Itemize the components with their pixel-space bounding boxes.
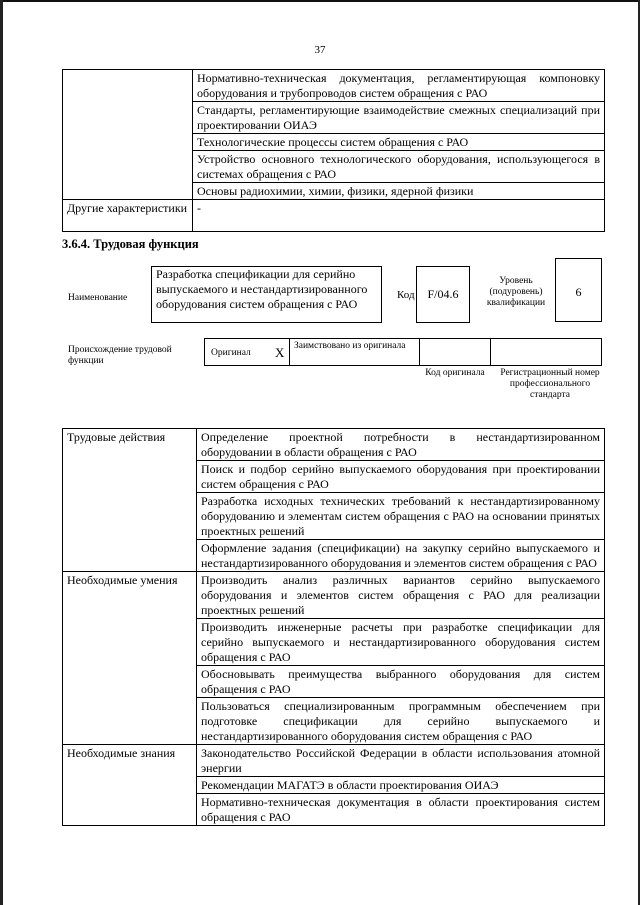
reg-number-label: Регистрационный номер профессионального стандарта — [500, 368, 600, 400]
origin-label: Происхождение трудовой функции — [68, 345, 172, 366]
knowledge-item: Устройство основного технологического оборудования, использующегося в системах обращения с РАО — [193, 151, 605, 183]
skill-item: Обосновывать преимущества выбранного оборудования для систем обращения с РАО — [197, 666, 605, 698]
required-skills-label: Необходимые умения — [63, 572, 197, 745]
knowledge-item: Основы радиохимии, химии, физики, ядерной физики — [193, 183, 605, 200]
code-label: Код — [397, 289, 415, 301]
knowledge-item: Технологические процессы систем обращения с РАО — [193, 134, 605, 151]
level-box — [555, 258, 602, 322]
function-table — [62, 428, 605, 826]
reg-number-box — [491, 338, 602, 366]
scan-edge-top — [0, 0, 640, 2]
labor-action-item: Разработка исходных технических требований к нестандартизированному оборудованию и элементам систем обращения с РАО на основании принятых проектных решений — [197, 493, 605, 540]
labor-action-item: Оформление задания (спецификации) на закупку серийно выпускаемого и нестандартизированного оборудования и элементов систем обращения с РАО — [197, 540, 605, 572]
empty-label-cell — [63, 70, 193, 200]
table-row — [63, 200, 605, 232]
code-original-box — [420, 338, 491, 366]
function-name: Разработка спецификации для серийно выпускаемого и нестандартизированного оборудования систем обращения с РАО — [156, 267, 368, 311]
code-original-label: Код оригинала — [425, 368, 485, 378]
section-heading: 3.6.4. Трудовая функция — [62, 237, 199, 251]
other-characteristics-value: - — [193, 200, 605, 232]
borrowed-box — [290, 338, 420, 366]
original-label: Оригинал — [211, 348, 251, 358]
function-name-box — [151, 266, 382, 323]
code-value: F/04.6 — [427, 287, 459, 301]
original-box — [204, 338, 290, 366]
table-row — [63, 70, 605, 102]
original-mark: X — [275, 345, 285, 360]
knowledge-item: Нормативно-техническая документация, регламентирующая компоновку оборудования и трубопроводов систем обращения с РАО — [193, 70, 605, 102]
other-characteristics-label: Другие характеристики — [63, 200, 193, 232]
code-box — [416, 266, 470, 323]
continuation-table — [62, 69, 605, 232]
skill-item: Производить анализ различных вариантов серийно выпускаемого оборудования и элементов систем обращения с РАО для реализации проектных решений — [197, 572, 605, 619]
knowledge-item: Стандарты, регламентирующие взаимодействие смежных специализаций при проектировании ОИАЭ — [193, 102, 605, 134]
scan-edge-left — [0, 0, 3, 905]
borrowed-label: Заимствовано из оригинала — [294, 341, 406, 351]
required-knowledge-label: Необходимые знания — [63, 745, 197, 826]
labor-actions-label: Трудовые действия — [63, 429, 197, 572]
table-row — [63, 429, 605, 461]
name-label: Наименование — [68, 293, 128, 303]
page-number: 37 — [314, 44, 326, 56]
level-value: 6 — [575, 285, 582, 299]
skill-item: Производить инженерные расчеты при разработке спецификации для серийно выпускаемого и нестандартизированного оборудования систем обращения с РАО — [197, 619, 605, 666]
skill-item: Пользоваться специализированным программным обеспечением при подготовке спецификации для серийно выпускаемого и нестандартизированного оборудования систем обращения с РАО — [197, 698, 605, 745]
knowledge-item: Рекомендации МАГАТЭ в области проектирования ОИАЭ — [197, 777, 605, 794]
labor-action-item: Поиск и подбор серийно выпускаемого оборудования при проектировании систем обращения с РАО — [197, 461, 605, 493]
table-row — [63, 745, 605, 777]
labor-action-item: Определение проектной потребности в нестандартизированном оборудовании в области обращения с РАО — [197, 429, 605, 461]
level-label: Уровень (подуровень) квалификации — [486, 276, 546, 308]
knowledge-item: Нормативно-техническая документация в области проектирования систем обращения с РАО — [197, 794, 605, 826]
knowledge-item: Законодательство Российской Федерации в области использования атомной энергии — [197, 745, 605, 777]
table-row — [63, 572, 605, 619]
